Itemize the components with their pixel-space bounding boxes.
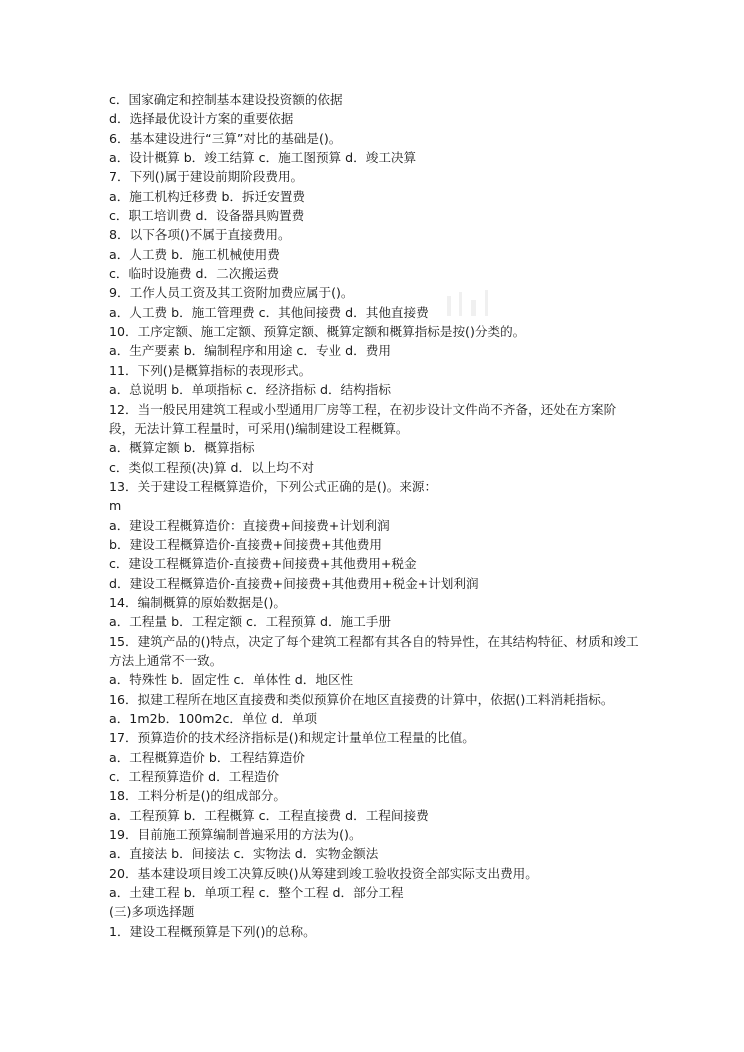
- options-line: c．建设工程概算造价-直接费+间接费+其他费用+税金: [109, 556, 417, 572]
- text-line: d．选择最优设计方案的重要依据: [109, 111, 294, 127]
- question-line: 19．目前施工预算编制普遍采用的方法为()。: [109, 827, 362, 843]
- options-line: a．人工费 b．施工机械使用费: [109, 246, 280, 262]
- document-body: [109, 90, 639, 941]
- question-line: 9．工作人员工资及其工资附加费应属于()。: [109, 285, 354, 301]
- question-line: 18．工料分析是()的组成部分。: [109, 788, 286, 804]
- question-line: 16．拟建工程所在地区直接费和类似预算价在地区直接费的计算中，依据()工料消耗指标。: [109, 691, 614, 707]
- options-line: a．工程量 b．工程定额 c．工程预算 d．施工手册: [109, 614, 391, 630]
- question-line: 10．工序定额、施工定额、预算定额、概算定额和概算指标是按()分类的。: [109, 324, 526, 340]
- options-line: a．概算定额 b．概算指标: [109, 440, 255, 456]
- options-line: a．工程预算 b．工程概算 c．工程直接费 d．工程间接费: [109, 807, 429, 823]
- options-line: d．建设工程概算造价-直接费+间接费+其他费用+税金+计划利润: [109, 575, 479, 591]
- question-line: 17．预算造价的技术经济指标是()和规定计量单位工程量的比值。: [109, 730, 475, 746]
- options-line: c．类似工程预(决)算 d．以上均不对: [109, 459, 315, 475]
- options-line: c．工程预算造价 d．工程造价: [109, 769, 280, 785]
- text-line: m: [109, 498, 122, 514]
- options-line: a．1m2b．100m2c．单位 d．单项: [109, 711, 317, 726]
- options-line: a．施工机构迁移费 b．拆迁安置费: [109, 188, 306, 204]
- options-line: a．生产要素 b．编制程序和用途 c．专业 d．费用: [109, 343, 391, 359]
- options-line: a．土建工程 b．单项工程 c．整个工程 d．部分工程: [109, 885, 404, 901]
- question-line: 6．基本建设进行“三算”对比的基础是()。: [109, 130, 342, 146]
- options-line: a．直接法 b．间接法 c．实物法 d．实物金额法: [109, 846, 379, 862]
- options-line: b．建设工程概算造价-直接费+间接费+其他费用: [109, 536, 382, 552]
- question-line: 1．建设工程概预算是下列()的总称。: [109, 923, 316, 939]
- question-line: 14．编制概算的原始数据是()。: [109, 594, 286, 610]
- question-line: 12．当一般民用建筑工程或小型通用厂房等工程，在初步设计文件尚不齐备，还处在方案阶段，无法计算工程量时，可采用()编制建设工程概算。: [109, 401, 617, 436]
- options-line: a．设计概算 b．竣工结算 c．施工图预算 d．竣工决算: [109, 150, 417, 166]
- question-line: 11．下列()是概算指标的表现形式。: [109, 362, 312, 378]
- options-line: c．职工培训费 d．设备器具购置费: [109, 208, 305, 224]
- options-line: a．总说明 b．单项指标 c．经济指标 d．结构指标: [109, 382, 391, 398]
- options-line: a．工程概算造价 b．工程结算造价: [109, 749, 306, 765]
- question-line: 8．以下各项()不属于直接费用。: [109, 227, 291, 243]
- question-line: 15．建筑产品的()特点，决定了每个建筑工程都有其各自的特异性，在其结构特征、材质和竣工方法上通常不一致。: [109, 633, 639, 668]
- section-heading: (三)多项选择题: [109, 904, 195, 920]
- options-line: a．建设工程概算造价：直接费+间接费+计划利润: [109, 517, 390, 533]
- question-line: 20．基本建设项目竣工决算反映()从筹建到竣工验收投资全部实际支出费用。: [109, 865, 538, 881]
- options-line: c．临时设施费 d．二次搬运费: [109, 266, 280, 282]
- question-line: 13．关于建设工程概算造价，下列公式正确的是()。来源：: [109, 478, 438, 494]
- text-line: c．国家确定和控制基本建设投资额的依据: [109, 92, 343, 107]
- options-line: a．人工费 b．施工管理费 c．其他间接费 d．其他直接费: [109, 304, 429, 320]
- options-line: a．特殊性 b．固定性 c．单体性 d．地区性: [109, 672, 354, 688]
- question-line: 7．下列()属于建设前期阶段费用。: [109, 169, 304, 185]
